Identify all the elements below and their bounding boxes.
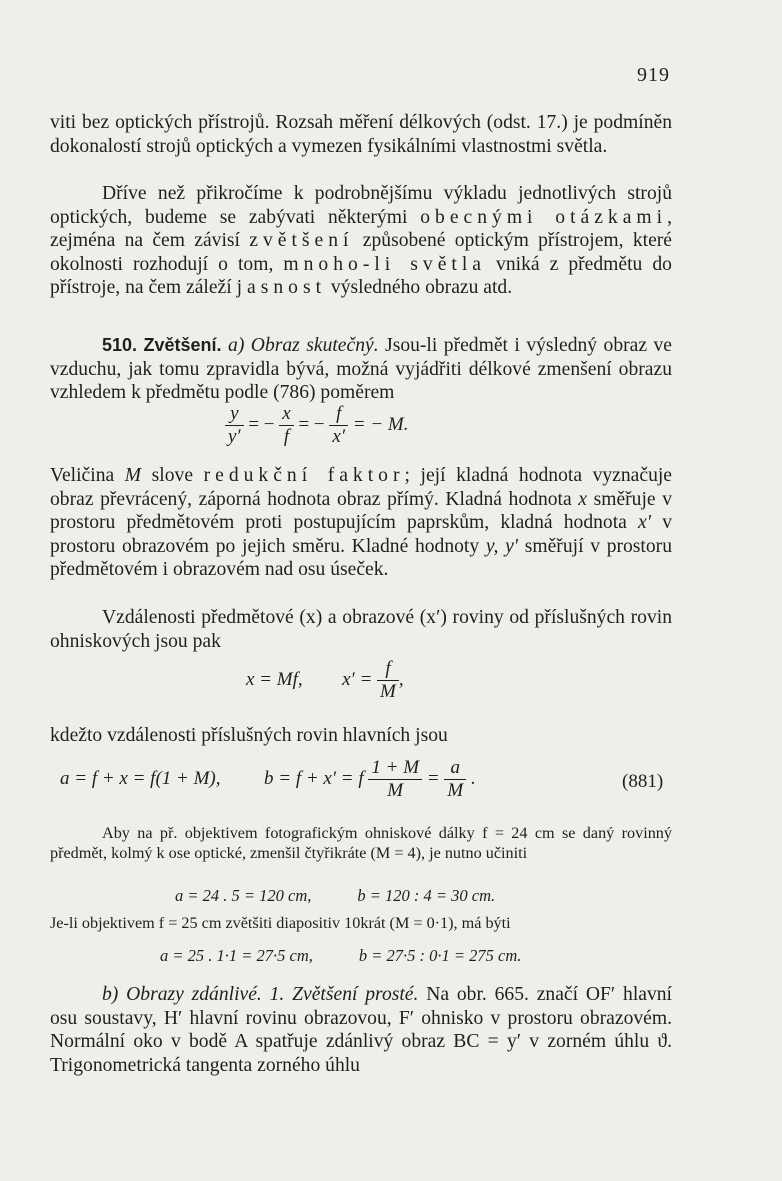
example-1-result: a = 24 . 5 = 120 cm, b = 120 : 4 = 30 cm.	[175, 886, 496, 905]
equation-number: (881)	[622, 771, 664, 792]
example-photographic-objective: Aby na př. objektivem fotografickým ohniskové dálky f = 24 cm se daný rovinný předmět, kolmý k ose optické, zmenšil čtyřikráte (M = 4), je nutno učiniti	[50, 824, 672, 862]
subsection-title: a) Obraz skutečný.	[228, 335, 379, 356]
section-title: Zvětšení.	[143, 335, 222, 355]
paragraph-virtual-images: b) Obrazy zdánlivé. 1. Zvětšení prosté. Na obr. 665. značí OF′ hlavní osu soustavy, H′ hlavní rovinu obrazovou, F′ ohnisko v prostoru obrazovém. Normální oko v bodě A spatřuje zdánlivý obraz BC = y′ v zorném úhlu ϑ. Trigonometrická tangenta zorného úhlu	[50, 984, 672, 1076]
subsection-title-b: b) Obrazy zdánlivé. 1. Zvětšení prosté.	[102, 984, 419, 1005]
example-2-result: a = 25 . 1·1 = 27·5 cm, b = 27·5 : 0·1 = 275 cm.	[160, 946, 522, 965]
paragraph-principal-planes: kdežto vzdálenosti příslušných rovin hlavních jsou	[50, 725, 448, 746]
paragraph-distances: Vzdálenosti předmětové (x) a obrazové (x′) roviny od příslušných rovin ohniskových jsou pak	[50, 607, 672, 652]
equation-ratio: $\frac{y}{y'}$ = − $\frac{x}{f}$ = − $\frac{f}{x'}$ = − M.	[225, 403, 408, 448]
paragraph-intro: viti bez optických přístrojů. Rozsah měření délkových (odst. 17.) je podmíněn dokonalostí strojů optických a vymezen fysikálními vlastnostmi světla.	[50, 112, 672, 157]
example-diapositive: Je-li objektivem f = 25 cm zvětšiti diapositiv 10krát (M = 0·1), má býti	[50, 914, 511, 932]
section-number: 510.	[102, 335, 138, 355]
section-510-heading-paragraph: 510. Zvětšení. a) Obraz skutečný. Jsou-li předmět i výsledný obraz ve vzduchu, jak tomu zpravidla bývá, možná vyjádřiti délkové zmenšení obrazu vzhledem k předmětu podle (786) poměrem	[50, 335, 673, 404]
page-number: 919	[637, 64, 670, 86]
paragraph-general-questions: Dříve než přikročíme k podrobnějšímu výkladu jednotlivých strojů optických, budeme se zabývati některými obecnými otázkami, zejména na čem závisí zvětšení způsobené optickým přístrojem, které okolnosti rozhodují o tom, mnoho-li světla vniká z předmětu do přístroje, na čem záleží jasnost výsledného obrazu atd.	[50, 183, 672, 299]
equation-881: a = f + x = f(1 + M), b = f + x′ = f $\frac{1 + M}{M}$ = $\frac{a}{M}$ .	[60, 757, 476, 801]
paragraph-reduction-factor: Veličina M slove redukční faktor; její kladná hodnota vyznačuje obraz převrácený, záporná hodnota obraz přímý. Kladná hodnota x směřuje v prostoru předmětovém proti postupujícím paprskům, kladná hodnota x′ v prostoru obrazovém po jejich směru. Kladné hodnoty y, y′ směřují v prostoru předmětovém i obrazovém nad osu úseček.	[50, 465, 673, 581]
equation-focal-distances: x = Mf, x′ = $\frac{f}{M}$ ,	[246, 658, 404, 702]
